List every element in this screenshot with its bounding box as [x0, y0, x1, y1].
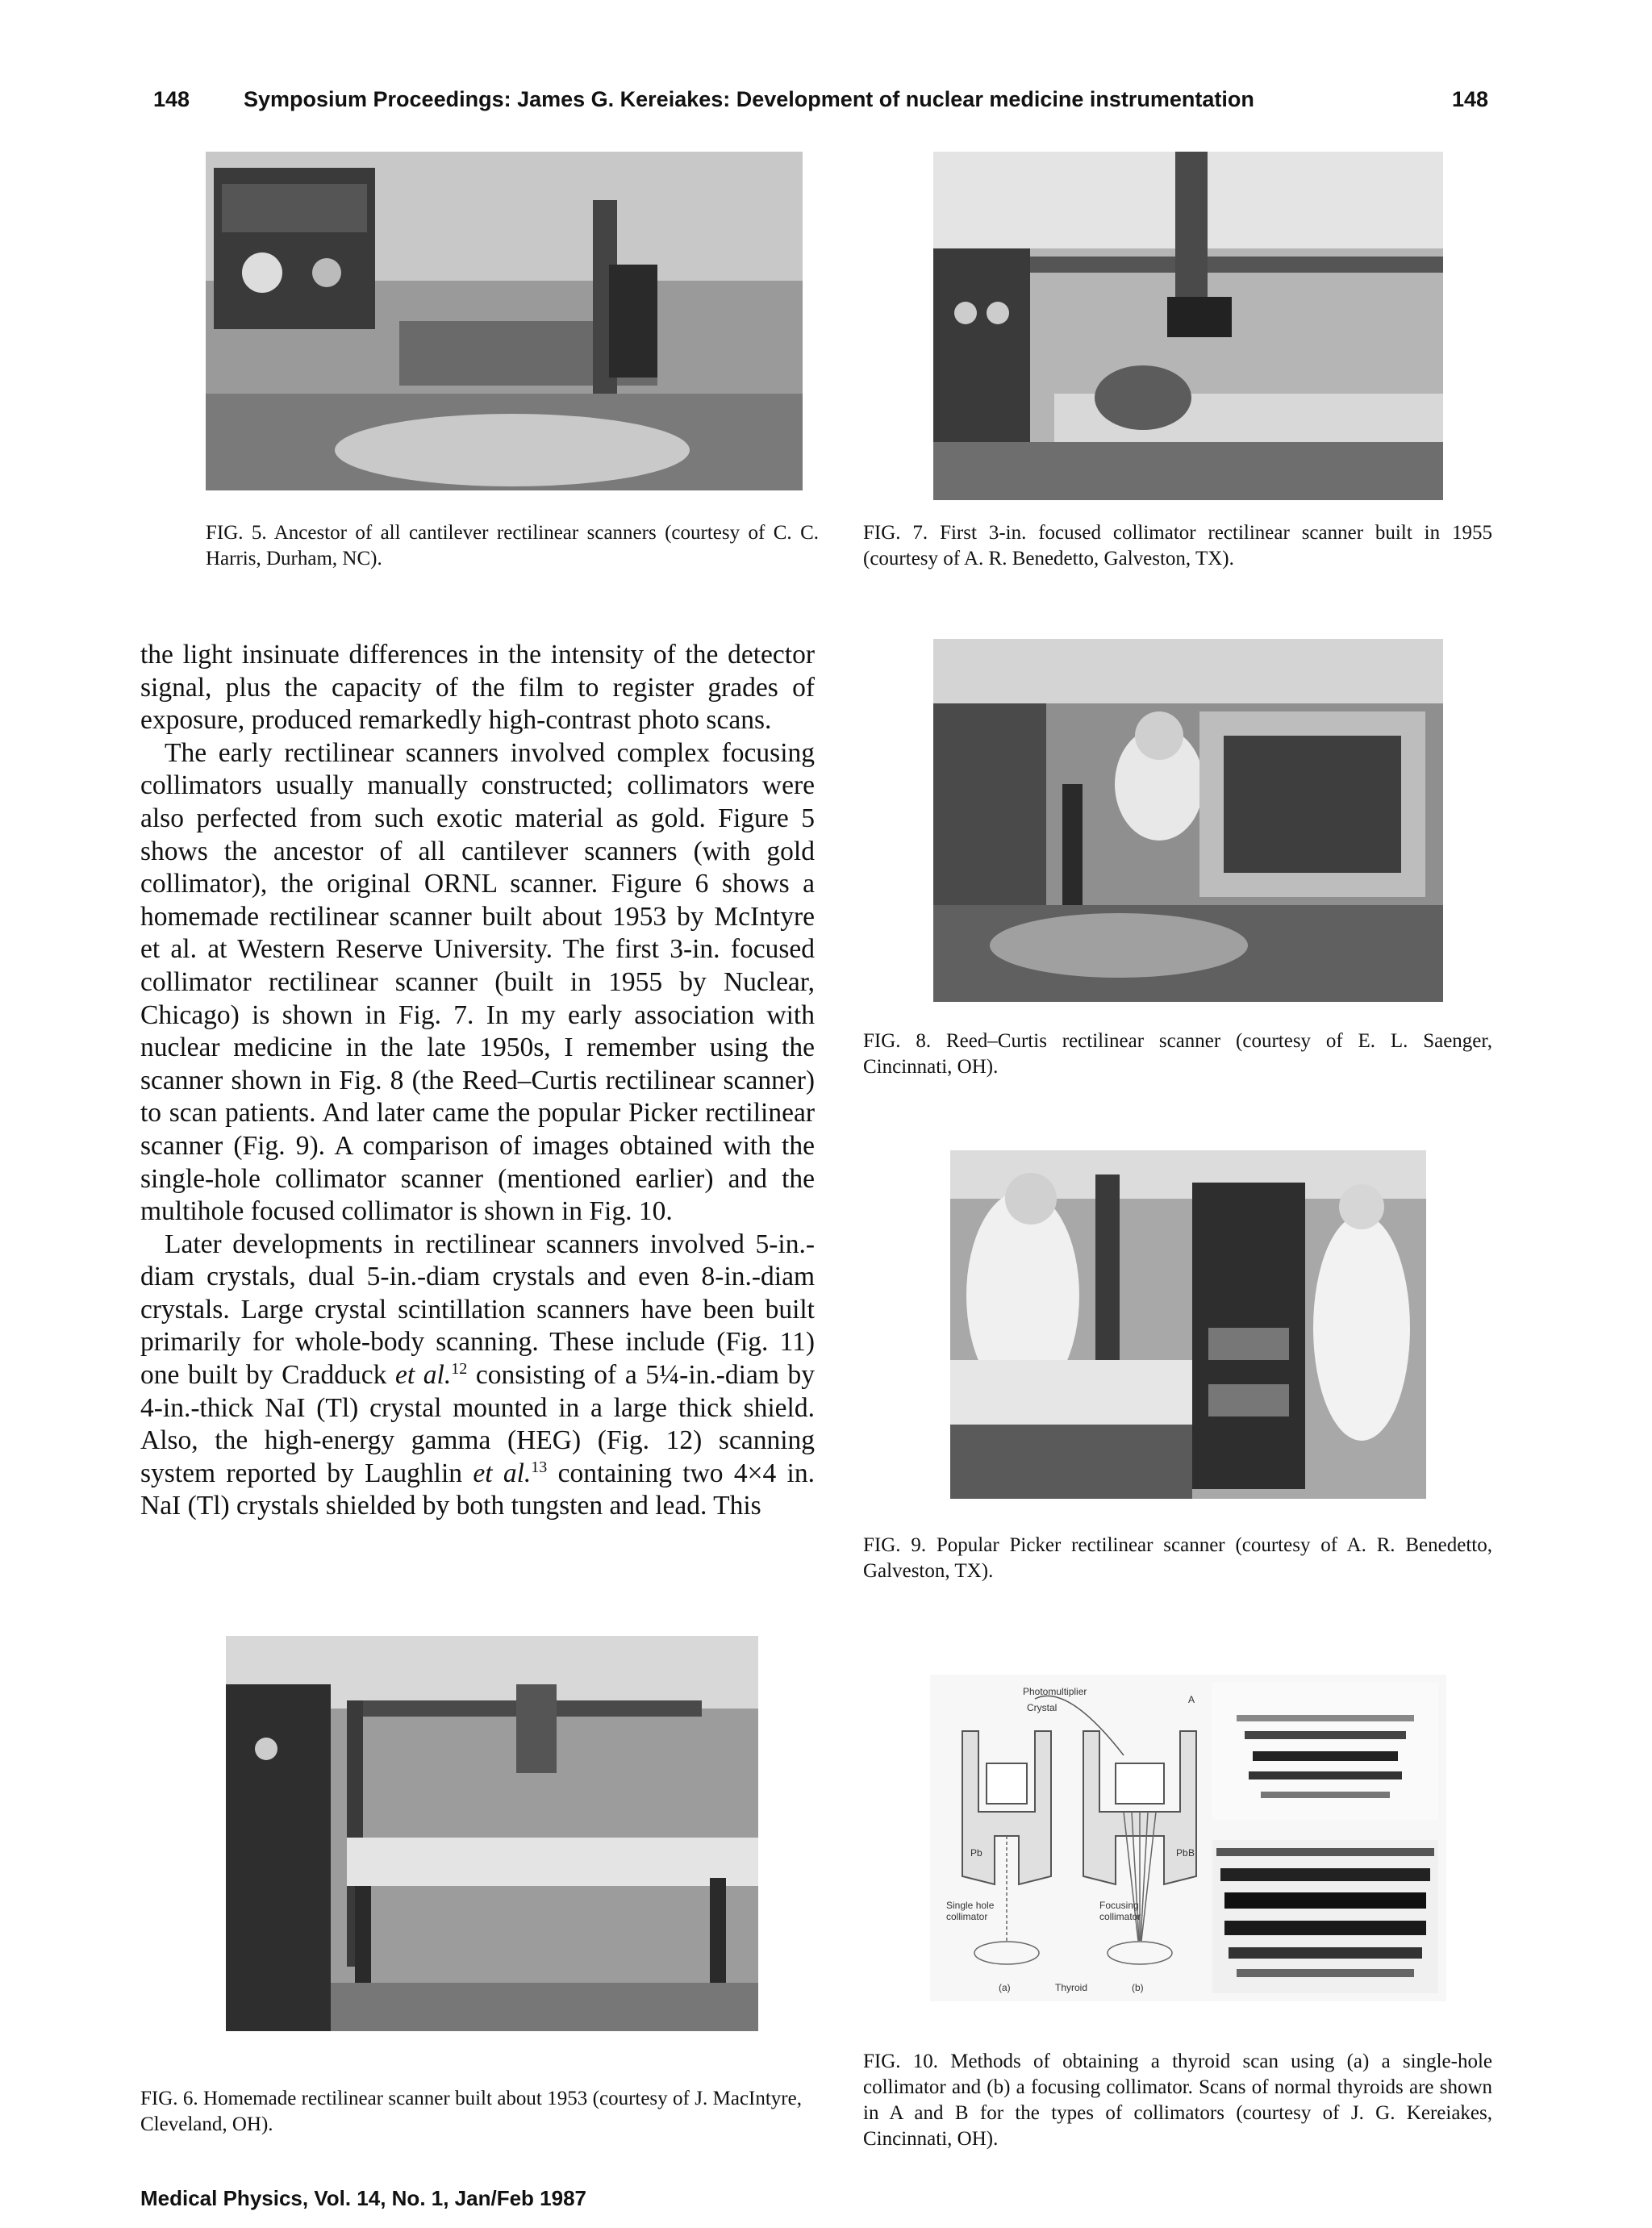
body-paragraph-1: the light insinuate differences in the intensity of the detector signal, plus the capacity of the film to register grades of exposure, produced remarkedly high-contrast photo scans. [140, 640, 815, 736]
fig5-photo [206, 152, 803, 490]
fig10-label: FIG. 10. [863, 2051, 939, 2072]
journal-footer: Medical Physics, Vol. 14, No. 1, Jan/Feb 1987 [140, 2186, 586, 2210]
fig7-caption [863, 520, 1492, 572]
body-paragraph-3 [140, 1229, 815, 1523]
fig8-photo [933, 639, 1443, 1002]
running-header: Symposium Proceedings: James G. Kereiakes: Development of nuclear medicine instrumentation [244, 87, 1254, 111]
fig6-caption [140, 2086, 802, 2138]
fig5-label: FIG. 5. [206, 522, 267, 544]
p3-part-a: Later developments in rectilinear scanners involved 5-in.-diam crystals, dual 5-in.-diam crystals and even 8-in.-diam crystals. Large crystal scintillation scanners have been built primarily for whole-body scanning. These include (Fig. 11) one built by Cradduck [140, 1229, 815, 1391]
fig5-caption-text: Ancestor of all cantilever rectilinear scanners (courtesy of C. C. Harris, Durham, NC). [206, 522, 819, 570]
fig9-photo [950, 1150, 1426, 1499]
label-crystal: Crystal [1027, 1702, 1058, 1713]
fig8-label: FIG. 8. [863, 1030, 932, 1052]
fig7-label: FIG. 7. [863, 522, 928, 544]
fig7-caption-text: First 3-in. focused collimator rectilinear scanner built in 1955 (courtesy of A. R. Benedetto, Galveston, TX). [863, 522, 1492, 570]
fig6-photo [226, 1636, 758, 2031]
fig7-photo [933, 152, 1443, 500]
thyroid-scan-a [1212, 1683, 1438, 1820]
label-photomultiplier: Photomultiplier [1023, 1686, 1087, 1697]
label-scan-a: A [1188, 1694, 1195, 1705]
fig9-caption-text: Popular Picker rectilinear scanner (courtesy of A. R. Benedetto, Galveston, TX). [863, 1534, 1492, 1582]
label-a: (a) [999, 1982, 1011, 1993]
label-single-hole-collimator: collimator [946, 1911, 988, 1922]
body-paragraph-2: The early rectilinear scanners involved complex focusing collimators usually manually constructed; collimators were also perfected from such exotic material as gold. Figure 5 shows the ancestor of all cantilever scanners (with gold collimator), the original ORNL scanner. Figure 6 shows a homemade rectilinear scanner built about 1953 by McIntyre et al. at Western Reserve University. The first 3-in. focused collimator rectilinear scanner (built in 1955 by Nuclear, Chicago) is shown in Fig. 7. In my early association with nuclear medicine in the late 1950s, I remember using the scanner shown in Fig. 8 (the Reed–Curtis rectilinear scanner) to scan patients. And later came the popular Picker rectilinear scanner (Fig. 9). A comparison of images obtained with the single-hole collimator scanner (mentioned earlier) and the multihole focused collimator is shown in Fig. 10. [140, 737, 815, 1227]
fig6-caption-text: Homemade rectilinear scanner built about 1953 (courtesy of J. MacIntyre, Cleveland, OH). [140, 2088, 802, 2135]
p3-etal-1: et al. [394, 1360, 452, 1391]
label-focusing-collimator: collimator [1099, 1911, 1141, 1922]
label-b: (b) [1132, 1982, 1144, 1993]
p3-part-b: consisting of a 5¼-in.-diam by 4-in.-thick NaI (Tl) crystal mounted in a large thick shield. Also, the high-energy gamma (HEG) (Fig. 12) scanning system reported by Laughlin [140, 1360, 816, 1488]
fig8-caption-text: Reed–Curtis rectilinear scanner (courtesy of E. L. Saenger, Cincinnati, OH). [863, 1030, 1492, 1078]
fig10-caption-text: Methods of obtaining a thyroid scan using (a) a single-hole collimator and (b) a focusing collimator. Scans of normal thyroids are shown in A and B for the types of collimators (courtesy of J. G. Kereiakes, Cincinnati, OH). [863, 2051, 1492, 2150]
label-focusing: Focusing [1099, 1900, 1139, 1911]
fig10-caption [863, 2049, 1492, 2152]
body-text-column [140, 639, 815, 1523]
label-thyroid: Thyroid [1055, 1982, 1088, 1993]
fig10-diagram [930, 1675, 1446, 2001]
label-scan-b: B [1188, 1847, 1195, 1859]
page-number-left: 148 [153, 87, 190, 111]
page-number-right: 148 [1452, 87, 1489, 111]
p3-etal-2: et al. [473, 1458, 532, 1488]
fig6-label: FIG. 6. [140, 2088, 198, 2109]
p3-part-c: containing two 4×4 in. NaI (Tl) crystals shielded by both tungsten and lead. This [140, 1458, 815, 1521]
label-pb-right: Pb [1176, 1847, 1188, 1859]
label-pb-left: Pb [970, 1847, 982, 1859]
fig9-caption [863, 1533, 1492, 1584]
fig5-caption [206, 520, 819, 572]
fig8-caption [863, 1028, 1492, 1080]
label-single-hole: Single hole [946, 1900, 995, 1911]
thyroid-scan-b [1212, 1840, 1438, 1993]
p3-ref-12: 12 [451, 1359, 468, 1378]
fig9-label: FIG. 9. [863, 1534, 927, 1556]
p3-ref-13: 13 [531, 1458, 548, 1476]
